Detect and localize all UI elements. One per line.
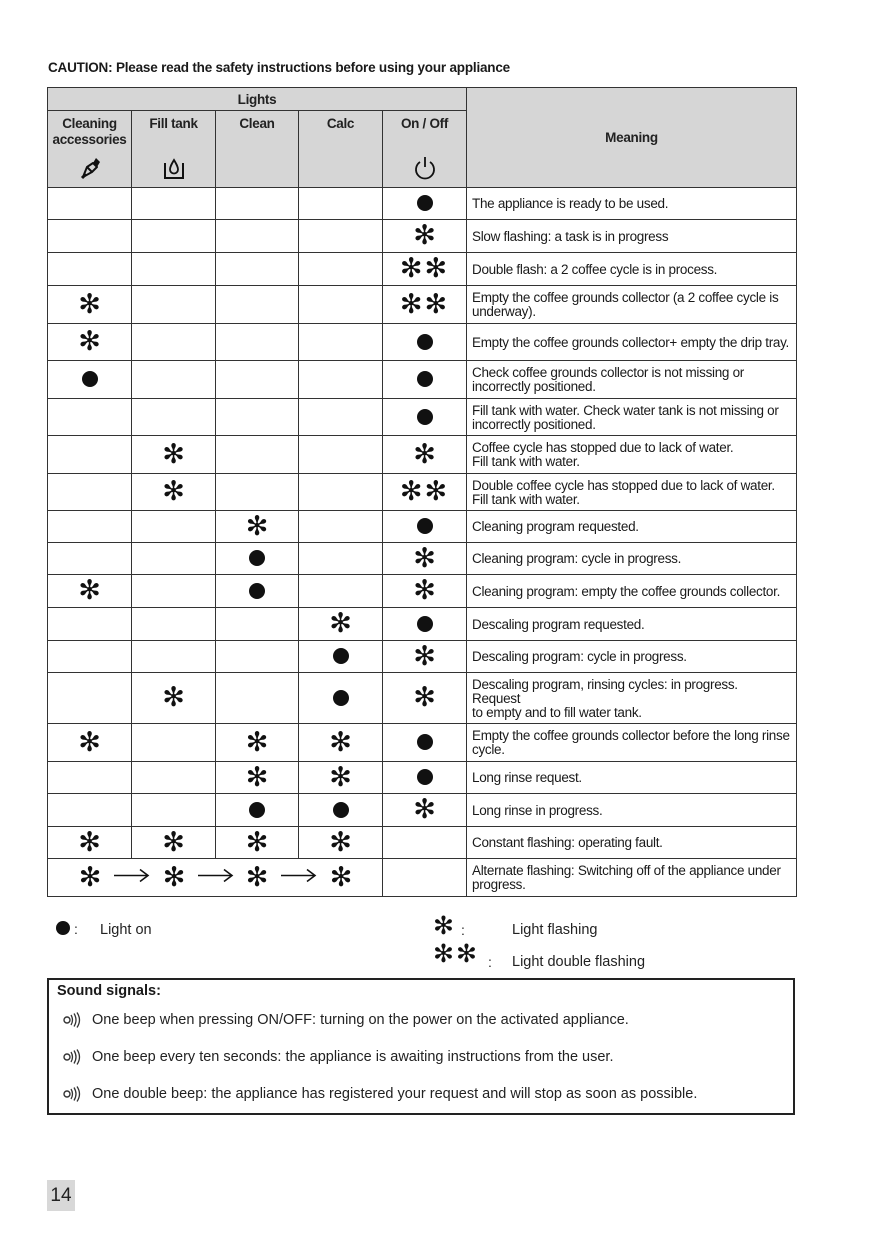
- legend-light-flashing-label: Light flashing: [512, 922, 598, 938]
- light-on-icon: [417, 734, 433, 750]
- table-row: [48, 361, 797, 399]
- table-row: [48, 543, 797, 575]
- light-cell: [383, 324, 467, 361]
- power-icon: [383, 155, 466, 181]
- light-cell: [216, 188, 299, 220]
- flashing-icon: ✻: [78, 726, 101, 758]
- light-cell: [216, 253, 299, 286]
- light-cell: [216, 286, 299, 324]
- table-row: [48, 253, 797, 286]
- light-cell: [48, 673, 132, 724]
- light-cell: [132, 827, 216, 859]
- table-row: [48, 575, 797, 608]
- light-cell: [216, 399, 299, 436]
- light-cell: [216, 827, 299, 859]
- light-on-icon: [333, 648, 349, 664]
- light-cell: [132, 641, 216, 673]
- light-cell: [132, 253, 216, 286]
- table-row: [48, 641, 797, 673]
- flashing-icon: ✻: [162, 438, 185, 470]
- sound-signals-title: Sound signals:: [57, 983, 161, 999]
- table-row: [48, 794, 797, 827]
- legend-light-double-flashing-label: Light double flashing: [512, 954, 646, 970]
- lights-group-header: Lights: [48, 88, 467, 111]
- light-cell: [299, 724, 383, 762]
- table-row: [48, 436, 797, 474]
- light-on-icon: [417, 334, 433, 350]
- arrow-right-icon: [198, 868, 234, 887]
- light-cell: [48, 361, 132, 399]
- table-row: [48, 827, 797, 859]
- light-cell: [383, 724, 467, 762]
- light-cell: [216, 608, 299, 641]
- legend-light-on: [56, 920, 152, 938]
- light-cell: [383, 511, 467, 543]
- light-cell: [48, 511, 132, 543]
- cleaning-accessories-icon: [48, 155, 131, 181]
- light-cell: [299, 399, 383, 436]
- light-cell: [132, 762, 216, 794]
- double-flashing-icon: ✻✻: [433, 939, 479, 968]
- light-cell: [383, 399, 467, 436]
- column-label: Clean: [239, 116, 275, 131]
- meaning-cell: Coffee cycle has stopped due to lack of water. Fill tank with water.: [467, 436, 797, 474]
- table-row: [48, 324, 797, 361]
- light-cell: [216, 220, 299, 253]
- meaning-cell: Fill tank with water. Check water tank is not missing or incorrectly positioned.: [467, 399, 797, 436]
- light-cell: [216, 794, 299, 827]
- light-cell: [299, 762, 383, 794]
- light-cell: [299, 641, 383, 673]
- light-cell: [216, 436, 299, 474]
- light-on-icon: [417, 195, 433, 211]
- sound-signal-text: One double beep: the appliance has registered your request and will stop as soon as possible.: [92, 1086, 698, 1102]
- light-cell: [132, 794, 216, 827]
- light-cell: [132, 511, 216, 543]
- meaning-cell: Slow flashing: a task is in progress: [467, 220, 797, 253]
- meaning-cell: Long rinse request.: [467, 762, 797, 794]
- meaning-cell: Double flash: a 2 coffee cycle is in process.: [467, 253, 797, 286]
- light-cell: [299, 474, 383, 511]
- flashing-icon: ✻: [413, 542, 436, 574]
- meaning-cell: The appliance is ready to be used.: [467, 188, 797, 220]
- light-cell: [383, 762, 467, 794]
- light-cell: [132, 220, 216, 253]
- light-cell: [383, 436, 467, 474]
- meaning-cell: Cleaning program: empty the coffee grounds collector.: [467, 575, 797, 608]
- light-on-icon: [333, 802, 349, 818]
- flashing-icon: ✻: [78, 326, 101, 357]
- light-cell: [383, 253, 467, 286]
- light-cell: [383, 794, 467, 827]
- flashing-icon: ✻: [245, 761, 269, 793]
- table-row: [48, 724, 797, 762]
- light-cell: [299, 220, 383, 253]
- light-on-icon: [417, 371, 433, 387]
- light-cell: [299, 673, 383, 724]
- table-row: [48, 220, 797, 253]
- light-on-icon: [417, 616, 433, 632]
- meaning-cell: Descaling program, rinsing cycles: in progress. Request to empty and to fill water tank.: [467, 673, 797, 724]
- light-cell: [132, 543, 216, 575]
- light-on-icon: [417, 769, 433, 785]
- meaning-cell: Constant flashing: operating fault.: [467, 827, 797, 859]
- legend-colon: :: [74, 921, 78, 937]
- table-row: [48, 286, 797, 324]
- light-cell: [48, 399, 132, 436]
- water-drop-icon: [132, 155, 215, 181]
- meaning-cell: Cleaning program requested.: [467, 511, 797, 543]
- light-cell: [383, 827, 467, 859]
- light-cell: [132, 474, 216, 511]
- sound-signal-text: One beep when pressing ON/OFF: turning on the power on the activated appliance.: [92, 1012, 629, 1028]
- light-cell: [48, 543, 132, 575]
- light-cell: [48, 608, 132, 641]
- light-cell: [48, 324, 132, 361]
- table-row: [48, 762, 797, 794]
- meaning-cell: Long rinse in progress.: [467, 794, 797, 827]
- flashing-icon: ✻: [245, 510, 269, 542]
- light-cell: [132, 361, 216, 399]
- light-cell: [216, 724, 299, 762]
- light-cell: [299, 608, 383, 641]
- flashing-icon: ✻: [329, 861, 353, 893]
- light-on-icon: [333, 690, 349, 706]
- light-cell: [132, 673, 216, 724]
- flashing-icon: ✻: [78, 288, 101, 320]
- light-on-icon: [249, 802, 265, 818]
- column-header-fill-tank: [132, 111, 216, 188]
- sound-signals-box: [47, 978, 795, 1115]
- legend-light-on-label: Light on: [100, 922, 152, 938]
- light-cell: [216, 641, 299, 673]
- sound-signal-line: [61, 1086, 697, 1102]
- column-header-calc: [299, 111, 383, 188]
- light-cell: [383, 361, 467, 399]
- table-row: [48, 608, 797, 641]
- sound-signal-text: One beep every ten seconds: the appliance is awaiting instructions from the user.: [92, 1049, 614, 1065]
- flashing-icon: ✻: [329, 608, 352, 639]
- light-cell: [299, 827, 383, 859]
- double-flashing-icon: ✻✻: [399, 476, 450, 507]
- light-cell: [132, 324, 216, 361]
- flashing-icon: ✻: [162, 682, 185, 713]
- light-cell: [299, 436, 383, 474]
- column-header-cleaning-accessories: [48, 111, 132, 188]
- table-row: [48, 188, 797, 220]
- light-cell: [299, 575, 383, 608]
- light-cell: [299, 286, 383, 324]
- light-cell: [48, 794, 132, 827]
- light-cell: [299, 253, 383, 286]
- legend-light-double-flashing: [433, 939, 646, 970]
- table-row: [48, 859, 797, 897]
- sound-signal-line: [61, 1012, 629, 1028]
- light-cell: [299, 543, 383, 575]
- flashing-icon: ✻: [413, 220, 436, 251]
- table-row: [48, 474, 797, 511]
- light-cell: [383, 641, 467, 673]
- light-cell: [48, 827, 132, 859]
- double-flashing-icon: ✻✻: [399, 253, 450, 284]
- light-cell: [383, 188, 467, 220]
- column-label: On / Off: [400, 116, 449, 131]
- light-cell: [383, 474, 467, 511]
- flashing-icon: ✻: [413, 640, 436, 672]
- flashing-icon: ✻: [413, 575, 436, 606]
- flashing-icon: ✻: [329, 761, 352, 793]
- arrow-right-icon: [114, 868, 150, 887]
- table-row: [48, 399, 797, 436]
- meaning-header: Meaning: [467, 88, 797, 188]
- legend-light-flashing: [433, 911, 598, 940]
- light-cell: [383, 608, 467, 641]
- arrow-right-icon: [281, 868, 317, 887]
- light-cell: [132, 724, 216, 762]
- meaning-cell: Empty the coffee grounds collector (a 2 coffee cycle is underway).: [467, 286, 797, 324]
- light-cell: [48, 575, 132, 608]
- flashing-icon: ✻: [329, 726, 352, 758]
- column-header-clean: [216, 111, 299, 188]
- light-cell: [383, 286, 467, 324]
- flashing-icon: ✻: [413, 682, 436, 713]
- flashing-icon: ✻: [245, 861, 269, 893]
- light-cell: [48, 724, 132, 762]
- meaning-cell: Double coffee cycle has stopped due to lack of water. Fill tank with water.: [467, 474, 797, 511]
- light-cell: [132, 286, 216, 324]
- light-cell: [48, 436, 132, 474]
- light-on-icon: [249, 583, 265, 599]
- column-header-on-off: [383, 111, 467, 188]
- light-cell: [132, 608, 216, 641]
- light-cell: [383, 543, 467, 575]
- column-label: Cleaning accessories: [52, 116, 127, 147]
- flashing-icon: ✻: [245, 826, 269, 858]
- sound-signal-line: [61, 1049, 614, 1065]
- speaker-sound-icon: [61, 1049, 92, 1065]
- light-cell: [48, 286, 132, 324]
- light-cell: [216, 511, 299, 543]
- light-cell: [216, 673, 299, 724]
- flashing-icon: ✻: [78, 861, 102, 893]
- light-cell: [299, 188, 383, 220]
- table-row: [48, 673, 797, 724]
- light-cell: [132, 436, 216, 474]
- flashing-icon: ✻: [162, 476, 185, 507]
- light-cell: [132, 188, 216, 220]
- light-on-icon: [249, 550, 265, 566]
- light-on-icon: [82, 371, 98, 387]
- column-label: Fill tank: [149, 116, 198, 131]
- flashing-icon: ✻: [413, 438, 436, 470]
- alternate-flashing-sequence: [48, 859, 383, 897]
- light-cell: [299, 511, 383, 543]
- flashing-icon: ✻: [78, 826, 101, 858]
- meaning-cell: Empty the coffee grounds collector+ empty the drip tray.: [467, 324, 797, 361]
- page-number: 14: [47, 1180, 75, 1211]
- light-cell: [299, 361, 383, 399]
- table-row: [48, 511, 797, 543]
- light-on-icon: [417, 518, 433, 534]
- flashing-icon: ✻: [78, 575, 101, 606]
- light-cell: [48, 188, 132, 220]
- light-cell: [383, 859, 467, 897]
- meaning-cell: Descaling program: cycle in progress.: [467, 641, 797, 673]
- light-cell: [48, 253, 132, 286]
- flashing-icon: ✻: [329, 826, 352, 858]
- light-cell: [48, 641, 132, 673]
- legend-colon: :: [488, 954, 492, 970]
- light-cell: [216, 575, 299, 608]
- light-cell: [48, 474, 132, 511]
- flashing-icon: ✻: [433, 911, 454, 940]
- meaning-cell: Cleaning program: cycle in progress.: [467, 543, 797, 575]
- light-cell: [216, 762, 299, 794]
- meaning-cell: Check coffee grounds collector is not missing or incorrectly positioned.: [467, 361, 797, 399]
- light-on-icon: [417, 409, 433, 425]
- meaning-cell: Alternate flashing: Switching off of the appliance under progress.: [467, 859, 797, 897]
- flashing-icon: ✻: [245, 726, 269, 758]
- meaning-cell: Descaling program requested.: [467, 608, 797, 641]
- light-cell: [216, 543, 299, 575]
- light-cell: [299, 794, 383, 827]
- caution-heading: CAUTION: Please read the safety instructions before using your appliance: [48, 60, 510, 75]
- flashing-icon: ✻: [162, 861, 186, 893]
- light-cell: [383, 575, 467, 608]
- light-cell: [299, 324, 383, 361]
- lights-table: [47, 87, 797, 897]
- speaker-sound-icon: [61, 1012, 92, 1028]
- light-cell: [216, 324, 299, 361]
- meaning-cell: Empty the coffee grounds collector before the long rinse cycle.: [467, 724, 797, 762]
- double-flashing-icon: ✻✻: [399, 288, 450, 320]
- light-cell: [383, 673, 467, 724]
- flashing-icon: ✻: [162, 826, 185, 858]
- light-cell: [48, 220, 132, 253]
- light-cell: [48, 762, 132, 794]
- light-cell: [383, 220, 467, 253]
- light-cell: [132, 575, 216, 608]
- legend-colon: :: [461, 922, 465, 938]
- flashing-icon: ✻: [413, 794, 436, 825]
- light-cell: [216, 361, 299, 399]
- light-cell: [132, 399, 216, 436]
- column-label: Calc: [326, 116, 355, 131]
- light-on-icon: [56, 921, 70, 935]
- speaker-sound-icon: [61, 1086, 92, 1102]
- light-cell: [216, 474, 299, 511]
